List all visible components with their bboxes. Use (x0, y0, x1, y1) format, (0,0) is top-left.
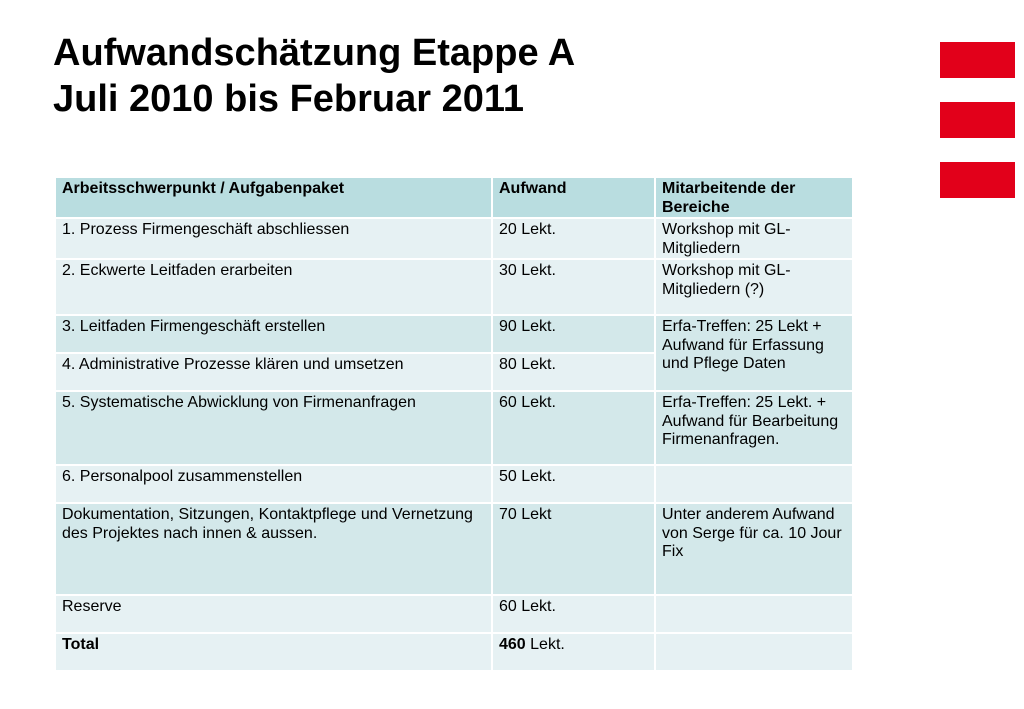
table-total-row (55, 633, 853, 671)
table-row (55, 315, 853, 353)
row-8-staff (655, 595, 853, 633)
logo-bar-middle (940, 102, 1015, 138)
row-8-effort: 60 Lekt. (492, 595, 655, 633)
row-6-effort: 50 Lekt. (492, 465, 655, 503)
total-label-text: Total (62, 636, 100, 653)
table-row (55, 595, 853, 633)
table-row (55, 503, 853, 595)
row-5-effort: 60 Lekt. (492, 391, 655, 465)
row-3-task: 3. Leitfaden Firmengeschäft erstellen (55, 315, 492, 353)
brand-logo (940, 42, 1015, 222)
row-2-effort: 30 Lekt. (492, 259, 655, 315)
header-task: Arbeitsschwerpunkt / Aufgabenpaket (55, 177, 492, 218)
row-2-staff: Workshop mit GL-Mitgliedern (?) (655, 259, 853, 315)
logo-bar-bottom (940, 162, 1015, 198)
row-1-effort: 20 Lekt. (492, 218, 655, 259)
total-value: 460 (499, 636, 526, 653)
row-3-effort: 90 Lekt. (492, 315, 655, 353)
logo-bar-top (940, 42, 1015, 78)
total-staff (655, 633, 853, 671)
slide-title-line-1: Aufwandschätzung Etappe A (53, 32, 576, 74)
table-row (55, 391, 853, 465)
total-effort (492, 633, 655, 671)
table-row (55, 259, 853, 315)
row-6-task: 6. Personalpool zusammenstellen (55, 465, 492, 503)
row-5-task: 5. Systematische Abwicklung von Firmenanfragen (55, 391, 492, 465)
slide-title (53, 30, 575, 122)
row-3-4-staff: Erfa-Treffen: 25 Lekt + Aufwand für Erfassung und Pflege Daten (655, 315, 853, 391)
table-row (55, 218, 853, 259)
table-row (55, 465, 853, 503)
effort-table (54, 176, 854, 672)
row-7-effort: 70 Lekt (492, 503, 655, 595)
row-7-staff: Unter anderem Aufwand von Serge für ca. 10 Jour Fix (655, 503, 853, 595)
row-2-task: 2. Eckwerte Leitfaden erarbeiten (55, 259, 492, 315)
table-header-row (55, 177, 853, 218)
row-1-task: 1. Prozess Firmengeschäft abschliessen (55, 218, 492, 259)
row-6-staff (655, 465, 853, 503)
total-unit: Lekt. (525, 636, 565, 653)
total-label (55, 633, 492, 671)
row-4-effort: 80 Lekt. (492, 353, 655, 391)
row-5-staff: Erfa-Treffen: 25 Lekt. + Aufwand für Bearbeitung Firmenanfragen. (655, 391, 853, 465)
header-effort: Aufwand (492, 177, 655, 218)
row-7-task: Dokumentation, Sitzungen, Kontaktpflege und Vernetzung des Projektes nach innen & aussen. (55, 503, 492, 595)
row-4-task: 4. Administrative Prozesse klären und umsetzen (55, 353, 492, 391)
slide-title-line-2: Juli 2010 bis Februar 2011 (53, 78, 525, 120)
row-1-staff: Workshop mit GL-Mitgliedern (655, 218, 853, 259)
header-staff: Mitarbeitende der Bereiche (655, 177, 853, 218)
row-8-task: Reserve (55, 595, 492, 633)
